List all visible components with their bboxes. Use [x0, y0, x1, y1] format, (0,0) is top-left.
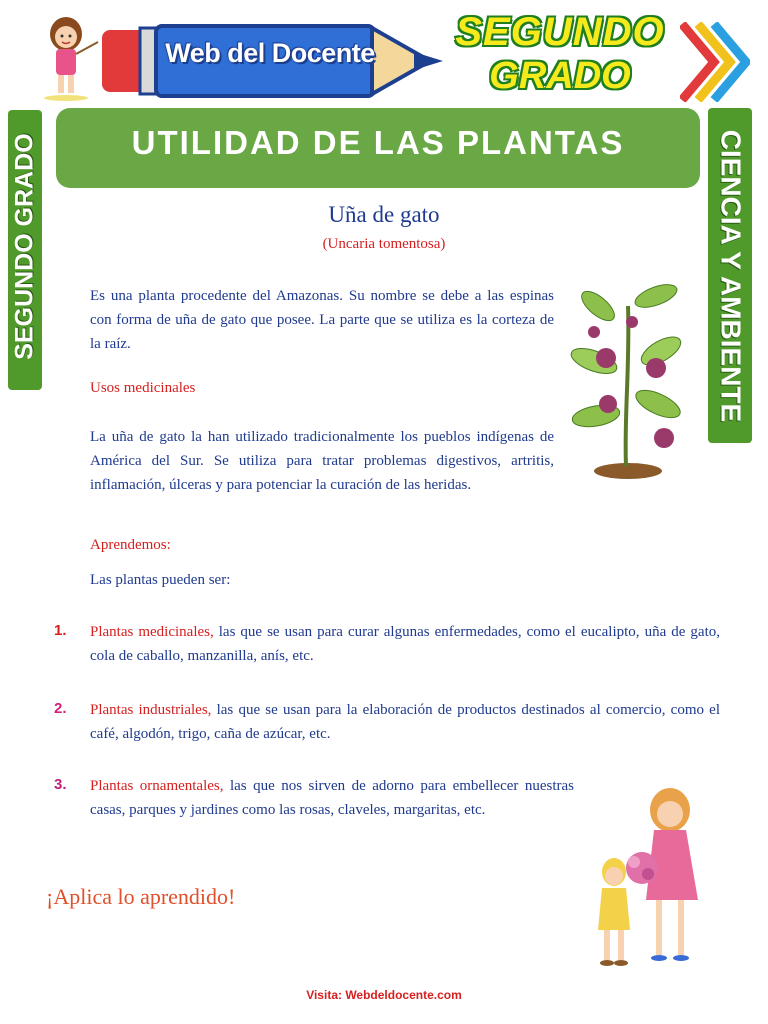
teacher-mascot-illustration [32, 12, 102, 102]
grade-badge-line2: GRADO [489, 55, 631, 97]
list-item-term: Plantas ornamentales, [90, 778, 224, 794]
list-item [90, 620, 720, 668]
list-number: 3. [54, 776, 67, 793]
side-banner-right-text: CIENCIA Y AMBIENTE [715, 129, 747, 423]
side-banner-left-text: SEGUNDO GRADO [10, 133, 39, 360]
list-item-text: las que nos sirven de adorno para embellecer nuestras casas, parques y jardines como las rosas, claveles, margaritas, etc. [90, 778, 574, 818]
list-item-text: las que se usan para curar algunas enfermedades, como el eucalipto, uña de gato, cola de caballo, manzanilla, anís, etc. [90, 624, 720, 664]
girls-with-flowers-illustration [580, 780, 720, 980]
aprendemos-text: Las plantas pueden ser: [90, 572, 231, 588]
usos-paragraph: La uña de gato la han utilizado tradicionalmente los pueblos indígenas de América del Sur. Se utiliza para tratar problemas digestivos, artritis, inflamación, úlceras y para potenciar la curación de las heridas. [90, 429, 554, 493]
chevron-arrows-icon [680, 22, 750, 102]
brand-logo-text: Web del Docente [165, 38, 375, 68]
grade-badge-line1: SEGUNDO [455, 10, 665, 54]
list-number: 1. [54, 622, 67, 639]
list-item [90, 698, 720, 746]
intro-paragraph: Es una planta procedente del Amazonas. Su nombre se debe a las espinas con forma de uña de gato que posee. La parte que se utiliza es la corteza de la raíz. [90, 288, 554, 352]
aplica-heading: ¡Aplica lo aprendido! [46, 884, 236, 909]
plant-scientific-name: (Uncaria tomentosa) [322, 236, 446, 252]
list-item-term: Plantas industriales, [90, 702, 212, 718]
list-item-text: las que se usan para la elaboración de productos destinados al comercio, como el café, algodón, trigo, caña de azúcar, etc. [90, 702, 720, 742]
plant-name: Uña de gato [328, 202, 440, 227]
section-heading-usos: Usos medicinales [90, 380, 196, 396]
footer-link-text: Visita: Webdeldocente.com [306, 988, 462, 1002]
list-item [90, 774, 574, 822]
section-heading-aprendemos: Aprendemos: [90, 537, 171, 553]
page-title: UTILIDAD DE LAS PLANTAS [131, 124, 625, 161]
list-item-term: Plantas medicinales, [90, 624, 214, 640]
list-number: 2. [54, 700, 67, 717]
plant-illustration [566, 266, 686, 486]
